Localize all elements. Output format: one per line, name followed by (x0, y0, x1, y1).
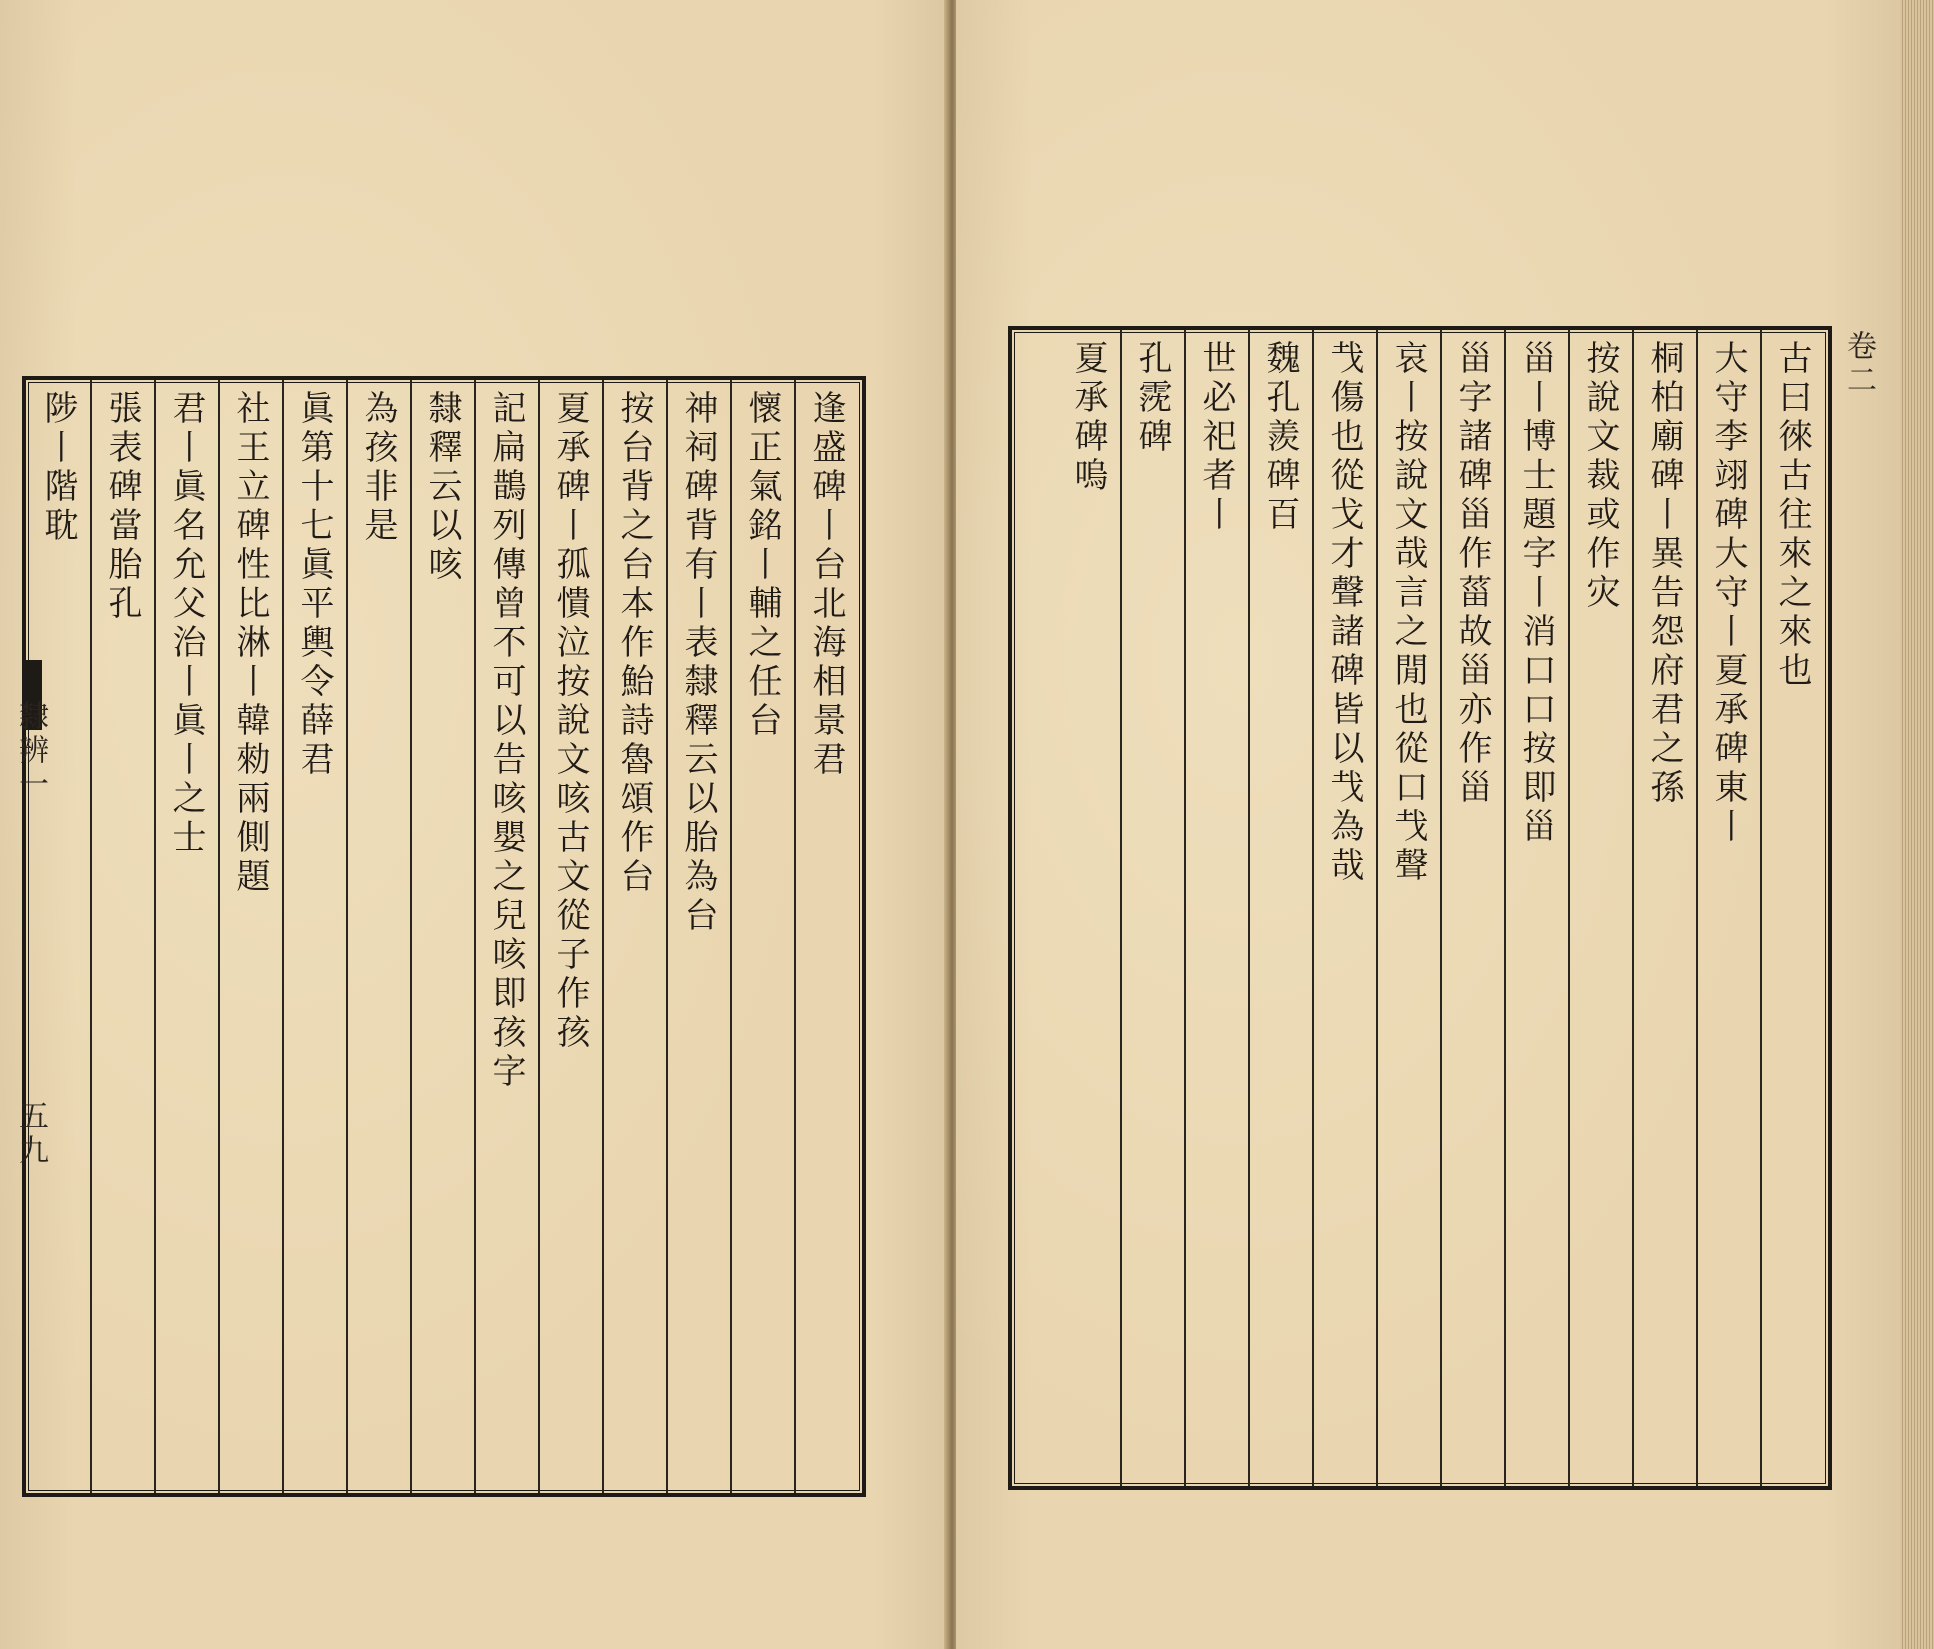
text-column: 按台背之台本作鮐詩魯頌作台 (614, 390, 654, 897)
text-column: 世必祀者丨 (1196, 340, 1236, 535)
text-column: 甾字諸碑甾作菑故甾亦作甾 (1452, 340, 1492, 808)
text-column: 夏承碑嗚 (1068, 340, 1108, 496)
text-column: 大守李翊碑大守丨夏承碑東丨 (1708, 340, 1748, 847)
text-column: 懷正氣銘丨輔之任台 (742, 390, 782, 741)
text-column: 眞第十七眞平輿令薛君 (294, 390, 334, 780)
text-column: 𢦏傷也從戈才聲諸碑皆以𢦏為哉 (1324, 340, 1364, 886)
text-column: 神祠碑背有丨表隸釋云以胎為台 (678, 390, 718, 936)
fold-label: 卷二 (1841, 330, 1876, 398)
text-column: 記扁鵲列傳曾不可以告咳嬰之兒咳即孩字 (486, 390, 526, 1092)
fold-number: 五九 (13, 1100, 48, 1168)
right-page (956, 0, 1901, 1649)
text-column: 哀丨按說文哉言之閒也從口𢦏聲 (1388, 340, 1428, 886)
text-column: 張表碑當胎孔 (102, 390, 142, 624)
text-column: 君丨眞名允父治丨眞丨之士 (166, 390, 206, 858)
text-column: 孔霃碑 (1132, 340, 1172, 457)
text-column: 桐柏廟碑丨異告怨府君之孫 (1644, 340, 1684, 808)
left-page (0, 0, 948, 1649)
text-column: 按說文裁或作灾 (1580, 340, 1620, 613)
left-text-frame (22, 376, 866, 1497)
text-column: 逢盛碑丨台北海相景君 (806, 390, 846, 780)
text-column: 陟丨階耽 (38, 390, 78, 546)
text-column: 甾丨博士題字丨消口口按即甾 (1516, 340, 1556, 847)
fold-label: 隸辨一 (13, 700, 48, 802)
text-column: 社王立碑性比淋丨韓勑兩側題 (230, 390, 270, 897)
text-column: 古曰徠古往來之來也 (1772, 340, 1812, 691)
text-column: 隸釋云以咳 (422, 390, 462, 585)
text-column: 魏孔羨碑百 (1260, 340, 1300, 535)
text-column: 夏承碑丨孤憒泣按說文咳古文從子作孩 (550, 390, 590, 1053)
page-edges (1900, 0, 1934, 1649)
right-text-frame (1008, 326, 1832, 1490)
text-column: 為孩非是 (358, 390, 398, 546)
